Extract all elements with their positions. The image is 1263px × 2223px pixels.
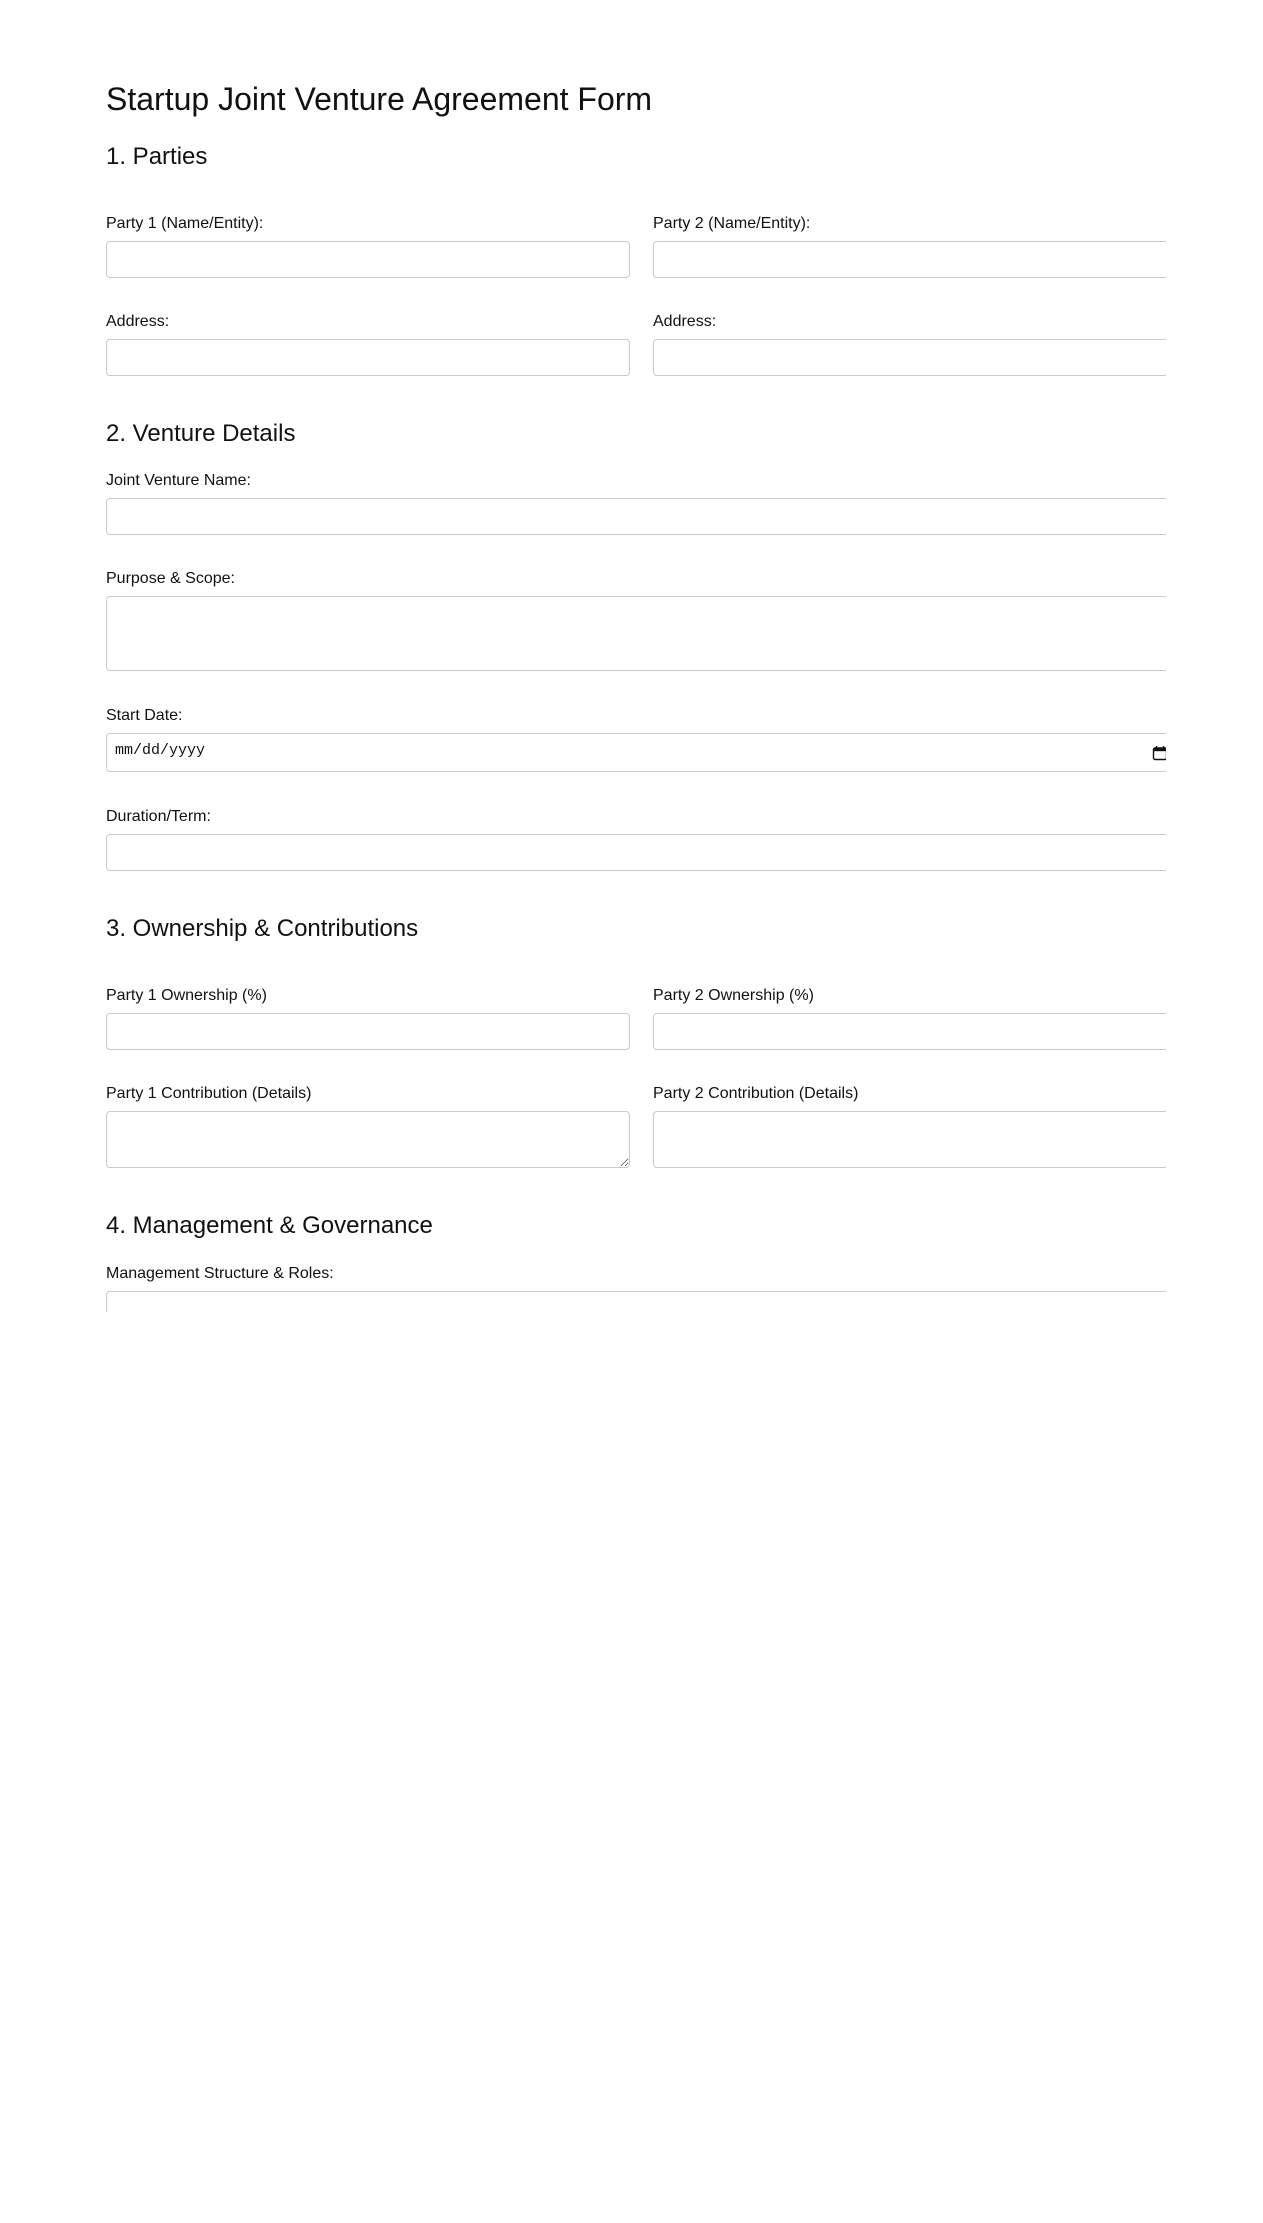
management-structure-label: Management Structure & Roles:	[106, 1265, 334, 1282]
start-date-label: Start Date:	[106, 707, 183, 724]
section-heading-venture: 2. Venture Details	[106, 420, 296, 447]
party2-address-label: Address:	[653, 313, 717, 330]
party2-name-input[interactable]	[653, 241, 1166, 278]
section-heading-parties: 1. Parties	[106, 143, 208, 170]
party2-address-input[interactable]	[653, 339, 1166, 376]
start-date-input[interactable]	[106, 733, 1166, 772]
duration-term-label: Duration/Term:	[106, 808, 211, 825]
start-date-placeholder: mm/dd/yyyy	[115, 742, 206, 759]
page-title: Startup Joint Venture Agreement Form	[106, 81, 653, 117]
party2-contribution-textarea[interactable]	[653, 1111, 1166, 1168]
party1-contribution-textarea[interactable]	[106, 1111, 630, 1168]
party2-name-label: Party 2 (Name/Entity):	[653, 215, 811, 232]
party1-ownership-input[interactable]	[106, 1013, 630, 1050]
section-heading-ownership: 3. Ownership & Contributions	[106, 915, 419, 942]
management-structure-textarea[interactable]	[106, 1291, 1166, 1312]
calendar-icon[interactable]	[1152, 745, 1166, 761]
venture-name-label: Joint Venture Name:	[106, 472, 251, 489]
party1-name-label: Party 1 (Name/Entity):	[106, 215, 264, 232]
party1-ownership-label: Party 1 Ownership (%)	[106, 987, 267, 1004]
party1-name-input[interactable]	[106, 241, 630, 278]
purpose-scope-textarea[interactable]	[106, 596, 1166, 671]
duration-term-input[interactable]	[106, 834, 1166, 871]
purpose-scope-label: Purpose & Scope:	[106, 570, 235, 587]
party2-ownership-label: Party 2 Ownership (%)	[653, 987, 814, 1004]
party1-contribution-label: Party 1 Contribution (Details)	[106, 1085, 312, 1102]
form-page	[106, 0, 1166, 1312]
section-heading-management: 4. Management & Governance	[106, 1212, 433, 1239]
party2-ownership-input[interactable]	[653, 1013, 1166, 1050]
party2-contribution-label: Party 2 Contribution (Details)	[653, 1085, 859, 1102]
party1-address-label: Address:	[106, 313, 170, 330]
venture-name-input[interactable]	[106, 498, 1166, 535]
party1-address-input[interactable]	[106, 339, 630, 376]
